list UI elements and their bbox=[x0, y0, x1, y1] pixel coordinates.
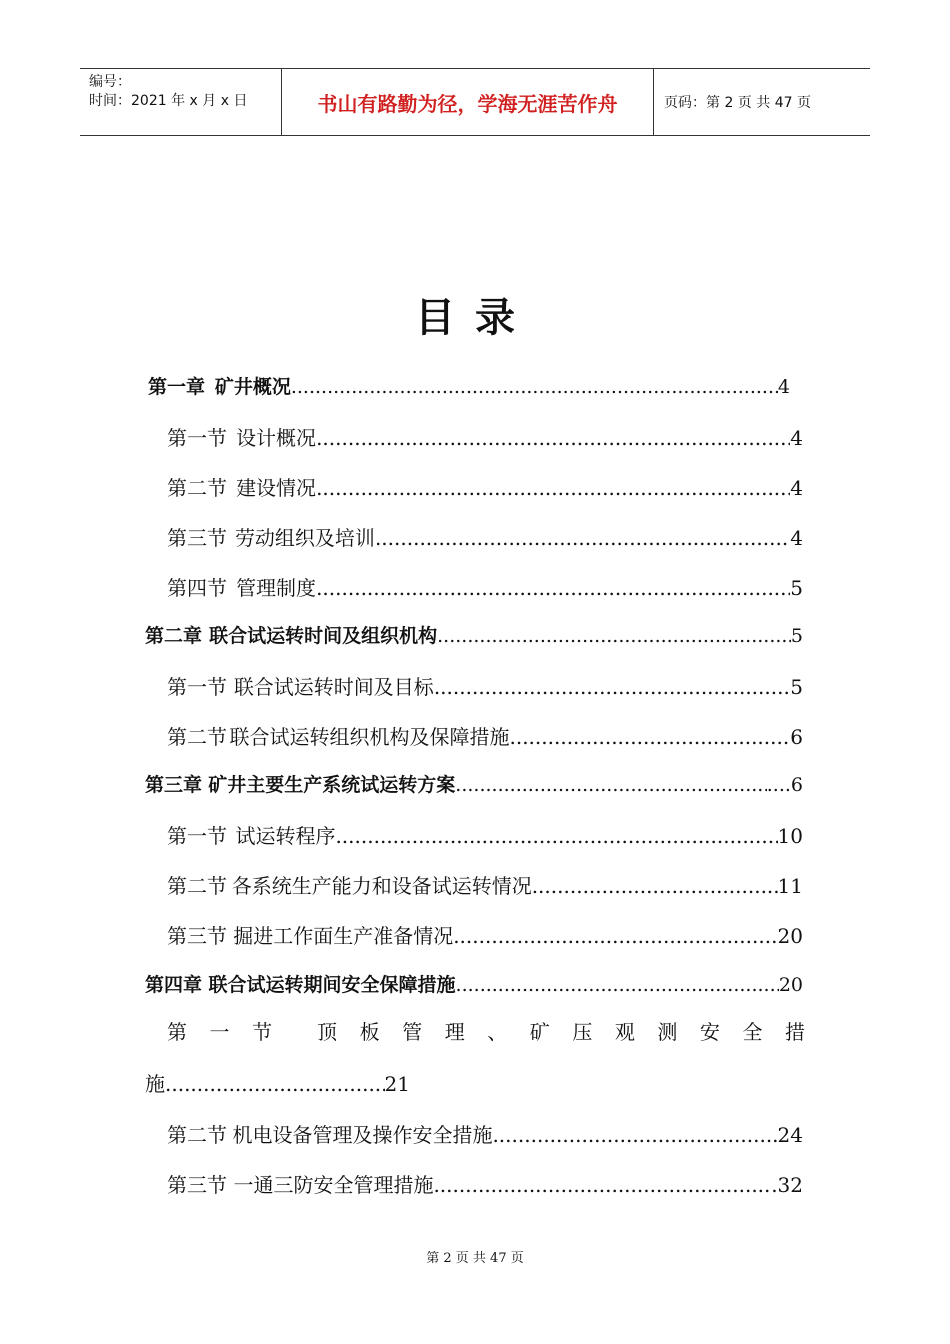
toc-entry-text: 施 bbox=[145, 1072, 165, 1096]
toc-page-number: 20 bbox=[777, 924, 803, 948]
toc-spread-char: 管 bbox=[402, 1020, 423, 1044]
toc-section-entry[interactable] bbox=[167, 1119, 803, 1148]
toc-page-number: 4 bbox=[790, 526, 803, 550]
toc-entry-text: 联合试运转期间安全保障措施 bbox=[208, 974, 456, 996]
toc-spread-char: 第 bbox=[167, 1020, 187, 1044]
toc-spread-char: 、 bbox=[487, 1020, 508, 1044]
toc-section-entry[interactable] bbox=[167, 522, 803, 551]
toc-spread-char: 压 bbox=[572, 1020, 593, 1044]
toc-leader-dots bbox=[335, 824, 777, 848]
header-time: 时间：2021 年 x 月 x 日 bbox=[89, 93, 248, 109]
page-footer: 第 2 页 共 47 页 bbox=[426, 1251, 524, 1266]
toc-page-number: 10 bbox=[777, 824, 803, 848]
toc-section-entry[interactable] bbox=[167, 820, 803, 849]
toc-chapter-entry[interactable] bbox=[145, 770, 803, 797]
page-header bbox=[80, 68, 870, 136]
toc-leader-dots bbox=[291, 376, 778, 398]
toc-page-number: 6 bbox=[790, 725, 803, 749]
toc-entry-text: 矿井主要生产系统试运转方案 bbox=[208, 774, 456, 796]
toc-spread-char: 安 bbox=[699, 1020, 720, 1044]
toc-entry-label: 第四章 bbox=[145, 974, 203, 996]
header-meta bbox=[80, 69, 282, 135]
toc-entry-label: 第二章 bbox=[145, 625, 203, 647]
toc-entry-text: 掘进工作面生产准备情况 bbox=[233, 924, 454, 948]
toc-spread-char: 测 bbox=[657, 1020, 678, 1044]
toc-entry-text: 矿井概况 bbox=[214, 376, 291, 398]
toc-page-number: 5 bbox=[790, 675, 803, 699]
toc-entry-label: 第三章 bbox=[145, 774, 203, 796]
toc-entry-text: 试运转程序 bbox=[235, 824, 336, 848]
toc-section-entry[interactable] bbox=[167, 572, 803, 601]
toc-leader-dots bbox=[433, 1173, 771, 1197]
toc-leader-dots bbox=[316, 426, 790, 450]
toc-entry-text: 劳动组织及培训 bbox=[234, 526, 375, 550]
toc-entry-text: 建设情况 bbox=[236, 476, 317, 500]
toc-leader-dots bbox=[434, 675, 790, 699]
toc-entry-text: 管理制度 bbox=[236, 576, 317, 600]
toc-entry-text: 一通三防安全管理措施 bbox=[233, 1173, 434, 1197]
header-number: 编号： bbox=[89, 74, 131, 90]
toc-spread-char: 措 bbox=[784, 1020, 805, 1044]
toc-spread-char: 节 bbox=[252, 1020, 273, 1044]
toc-leader-dots bbox=[453, 924, 777, 948]
toc-leader-dots bbox=[455, 774, 766, 796]
toc-entry-text: 联合试运转时间及目标 bbox=[233, 675, 434, 699]
toc-page-number: 5 bbox=[790, 576, 803, 600]
toc-page-number: 20 bbox=[778, 974, 803, 996]
toc-entry-text: 各系统生产能力和设备试运转情况 bbox=[231, 874, 532, 898]
toc-page-number: 21 bbox=[384, 1072, 410, 1096]
toc-entry-text: 机电设备管理及操作安全措施 bbox=[232, 1123, 493, 1147]
toc-spread-char: 顶 bbox=[317, 1020, 338, 1044]
toc-section-entry[interactable] bbox=[167, 920, 803, 949]
toc-entry-text: 联合试运转时间及组织机构 bbox=[209, 625, 438, 647]
toc-entry-label: 第二节 bbox=[167, 874, 227, 898]
toc-section-entry[interactable] bbox=[167, 472, 803, 501]
toc-entry-label: 第三节 bbox=[167, 526, 227, 550]
toc-section-entry[interactable] bbox=[167, 721, 803, 750]
toc-page-number: 11 bbox=[777, 874, 803, 898]
toc-section-entry[interactable] bbox=[167, 422, 803, 451]
page-title: 目录 bbox=[415, 295, 535, 341]
toc-entry-label: 第二节 bbox=[167, 725, 227, 749]
toc-section-entry[interactable] bbox=[167, 1169, 803, 1198]
toc-entry-label: 第二节 bbox=[167, 476, 227, 500]
toc-section-entry[interactable] bbox=[167, 671, 803, 700]
toc-chapter-entry[interactable] bbox=[145, 970, 803, 997]
toc-page-number: .32 bbox=[771, 1173, 803, 1197]
toc-spread-char: 矿 bbox=[529, 1020, 550, 1044]
toc-leader-dots bbox=[316, 576, 790, 600]
toc-page-number: ....6 bbox=[766, 774, 803, 796]
toc-leader-dots bbox=[437, 625, 791, 647]
toc-leader-dots bbox=[509, 725, 790, 749]
toc-leader-dots bbox=[165, 1072, 385, 1096]
toc-leader-dots bbox=[456, 974, 779, 996]
toc-page-number: 5 bbox=[790, 625, 803, 647]
toc-entry-text: 联合试运转组织机构及保障措施 bbox=[229, 725, 510, 749]
toc-chapter-entry[interactable] bbox=[145, 621, 803, 648]
toc-entry-label: 第一章 bbox=[148, 376, 206, 398]
toc-entry-label: 第一节 bbox=[167, 824, 227, 848]
toc-entry-label: 第三节 bbox=[167, 1173, 227, 1197]
toc-page-number: 4 bbox=[790, 476, 803, 500]
toc-leader-dots bbox=[532, 874, 778, 898]
toc-entry-label: 第一节 bbox=[167, 675, 227, 699]
toc-spread-char: 理 bbox=[444, 1020, 465, 1044]
toc-entry-label: 第三节 bbox=[167, 924, 227, 948]
toc-page-number: 24 bbox=[777, 1123, 803, 1147]
toc-entry-label: 第四节 bbox=[167, 576, 227, 600]
toc-spread-char: 一 bbox=[209, 1020, 230, 1044]
toc-entry-label: 第一节 bbox=[167, 426, 227, 450]
toc-wrapped-entry-line2[interactable] bbox=[145, 1068, 410, 1097]
toc-leader-dots bbox=[316, 476, 790, 500]
toc-spread-char: 板 bbox=[359, 1020, 380, 1044]
header-motto: 书山有路勤为径，学海无涯苦作舟 bbox=[282, 69, 654, 135]
toc-spread-char: 全 bbox=[742, 1020, 763, 1044]
header-page-info: 页码：第 2 页 共 47 页 bbox=[664, 95, 811, 111]
toc-spread-char: 观 bbox=[614, 1020, 635, 1044]
toc-page-number: 4 bbox=[777, 376, 790, 398]
toc-entry-text: 设计概况 bbox=[236, 426, 317, 450]
toc-entry-label: 第二节 bbox=[167, 1123, 227, 1147]
toc-page-number: 4 bbox=[790, 426, 803, 450]
toc-wrapped-entry-line1[interactable] bbox=[167, 1016, 805, 1045]
toc-chapter-entry[interactable] bbox=[148, 372, 790, 399]
toc-section-entry[interactable] bbox=[167, 870, 803, 899]
toc-leader-dots bbox=[375, 526, 790, 550]
toc-leader-dots bbox=[492, 1123, 777, 1147]
